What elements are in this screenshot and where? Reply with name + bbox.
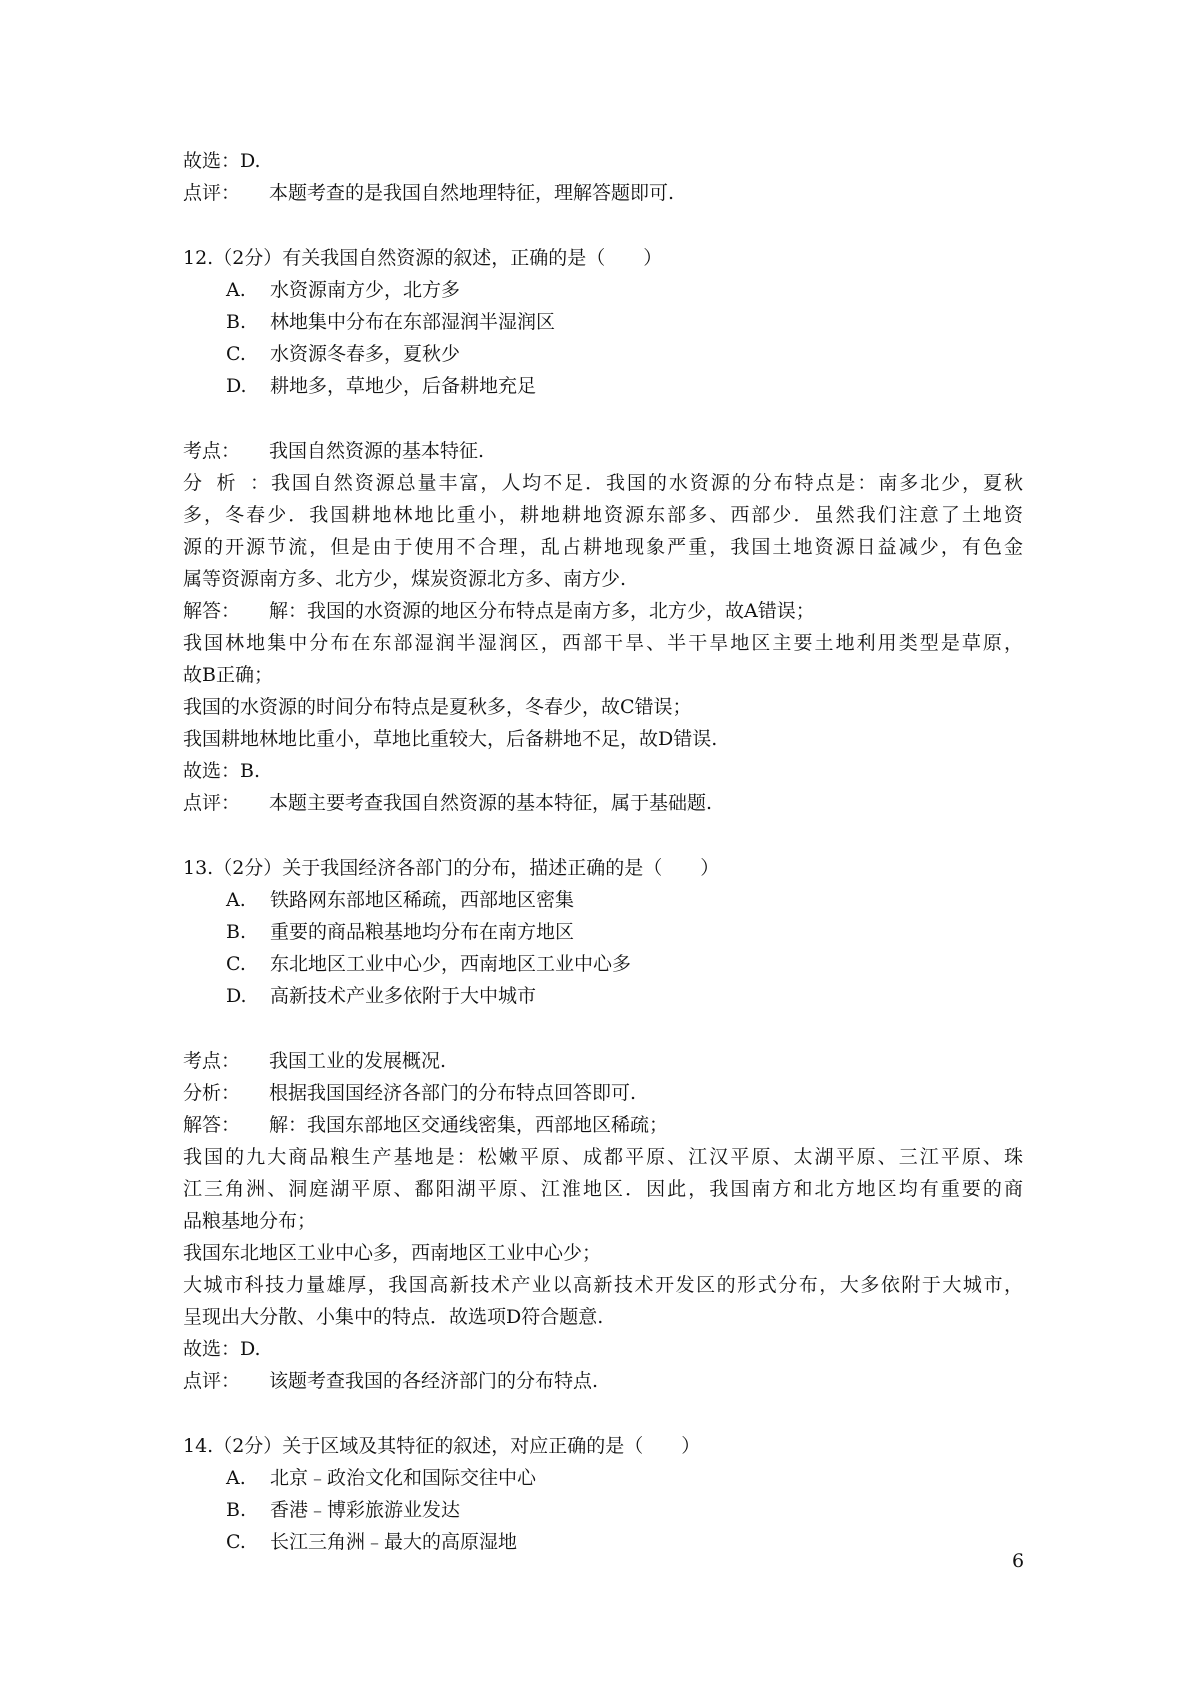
solution-line: 品粮基地分布； xyxy=(183,1210,317,1232)
comment-label: 点评： xyxy=(183,1370,241,1392)
option-b xyxy=(226,306,555,338)
option-a xyxy=(226,884,574,916)
option-letter: A. xyxy=(226,889,246,911)
comment-line xyxy=(183,177,674,209)
comment-line xyxy=(183,1365,598,1397)
question-stem: 14.（2分）关于区域及其特征的叙述，对应正确的是（ ） xyxy=(183,1435,701,1457)
option-letter: D. xyxy=(226,985,247,1007)
option-letter: B. xyxy=(226,921,247,943)
option-text: 水资源南方少，北方多 xyxy=(270,279,461,301)
question-stem: 12.（2分）有关我国自然资源的叙述，正确的是（ ） xyxy=(183,247,663,269)
option-letter: B. xyxy=(226,1499,247,1521)
option-d xyxy=(226,980,536,1012)
point-label: 考点： xyxy=(183,440,241,462)
option-text: 铁路网东部地区稀疏，西部地区密集 xyxy=(270,889,575,911)
option-c xyxy=(226,338,460,370)
option-c xyxy=(226,948,631,980)
analysis-label: 分析： xyxy=(183,472,269,494)
analysis-line xyxy=(183,467,1023,499)
question-stem: 13.（2分）关于我国经济各部门的分布，描述正确的是（ ） xyxy=(183,857,720,879)
option-b xyxy=(226,1494,460,1526)
solution-line xyxy=(183,1109,668,1141)
solution-line: 我国的九大商品粮生产基地是：松嫩平原、成都平原、江汉平原、太湖平原、三江平原、珠 xyxy=(183,1146,1023,1168)
analysis-line: 属等资源南方多、北方少，煤炭资源北方多、南方少. xyxy=(183,568,627,590)
option-letter: D. xyxy=(226,375,247,397)
option-letter: A. xyxy=(226,279,246,301)
comment-label: 点评： xyxy=(183,792,241,814)
comment-text: 该题考查我国的各经济部门的分布特点. xyxy=(269,1370,599,1392)
option-d xyxy=(226,370,536,402)
analysis-line xyxy=(183,1077,636,1109)
solution-line: 江三角洲、洞庭湖平原、鄱阳湖平原、江淮地区．因此，我国南方和北方地区均有重要的商 xyxy=(183,1178,1023,1200)
answer-line: 故选：D. xyxy=(183,150,261,172)
comment-label: 点评： xyxy=(183,182,241,204)
solution-line: 我国东北地区工业中心多，西南地区工业中心少； xyxy=(183,1242,602,1264)
analysis-label: 分析： xyxy=(183,1082,241,1104)
solution-line: 大城市科技力量雄厚，我国高新技术产业以高新技术开发区的形式分布，大多依附于大城市， xyxy=(183,1274,1023,1296)
point-text: 我国工业的发展概况. xyxy=(269,1050,447,1072)
solution-text: 解：我国东部地区交通线密集，西部地区稀疏； xyxy=(269,1114,669,1136)
option-b xyxy=(226,916,574,948)
option-a xyxy=(226,274,460,306)
point-line xyxy=(183,1045,446,1077)
analysis-text: 根据我国国经济各部门的分布特点回答即可. xyxy=(269,1082,637,1104)
solution-label: 解答： xyxy=(183,1114,241,1136)
point-text: 我国自然资源的基本特征. xyxy=(269,440,485,462)
analysis-line: 多，冬春少．我国耕地林地比重小，耕地耕地资源东部多、西部少．虽然我们注意了土地资 xyxy=(183,504,1023,526)
option-letter: B. xyxy=(226,311,247,333)
solution-line: 我国林地集中分布在东部湿润半湿润区，西部干旱、半干旱地区主要土地利用类型是草原， xyxy=(183,632,1023,654)
page-number: 6 xyxy=(1012,1550,1025,1572)
option-letter: A. xyxy=(226,1467,246,1489)
option-text: 东北地区工业中心少，西南地区工业中心多 xyxy=(270,953,632,975)
analysis-text: 我国自然资源总量丰富，人均不足．我国的水资源的分布特点是：南多北少，夏秋 xyxy=(269,472,1023,494)
answer-line: 故选：B. xyxy=(183,760,261,782)
option-text: 香港﹣博彩旅游业发达 xyxy=(270,1499,461,1521)
solution-line: 故B正确； xyxy=(183,664,273,686)
comment-line xyxy=(183,787,712,819)
comment-text: 本题考查的是我国自然地理特征，理解答题即可. xyxy=(269,182,675,204)
solution-text: 解：我国的水资源的地区分布特点是南方多，北方少，故A错误； xyxy=(269,600,815,622)
point-label: 考点： xyxy=(183,1050,241,1072)
solution-line xyxy=(183,595,815,627)
point-line xyxy=(183,435,484,467)
solution-line: 我国耕地林地比重小，草地比重较大，后备耕地不足，故D错误. xyxy=(183,728,718,750)
option-text: 林地集中分布在东部湿润半湿润区 xyxy=(270,311,556,333)
option-text: 重要的商品粮基地均分布在南方地区 xyxy=(270,921,575,943)
analysis-line: 源的开源节流，但是由于使用不合理，乱占耕地现象严重，我国土地资源日益减少，有色金 xyxy=(183,536,1023,558)
option-text: 北京﹣政治文化和国际交往中心 xyxy=(270,1467,537,1489)
option-a xyxy=(226,1462,536,1494)
option-text: 长江三角洲﹣最大的高原湿地 xyxy=(270,1531,518,1553)
option-c xyxy=(226,1526,517,1558)
option-letter: C. xyxy=(226,343,246,365)
option-text: 高新技术产业多依附于大中城市 xyxy=(270,985,537,1007)
solution-line: 呈现出大分散、小集中的特点．故选项D符合题意. xyxy=(183,1306,604,1328)
answer-line: 故选：D. xyxy=(183,1338,261,1360)
option-text: 水资源冬春多，夏秋少 xyxy=(270,343,461,365)
solution-label: 解答： xyxy=(183,600,241,622)
comment-text: 本题主要考查我国自然资源的基本特征，属于基础题. xyxy=(269,792,713,814)
option-letter: C. xyxy=(226,1531,246,1553)
solution-line: 我国的水资源的时间分布特点是夏秋多，冬春少，故C错误； xyxy=(183,696,692,718)
option-letter: C. xyxy=(226,953,246,975)
option-text: 耕地多，草地少，后备耕地充足 xyxy=(270,375,537,397)
